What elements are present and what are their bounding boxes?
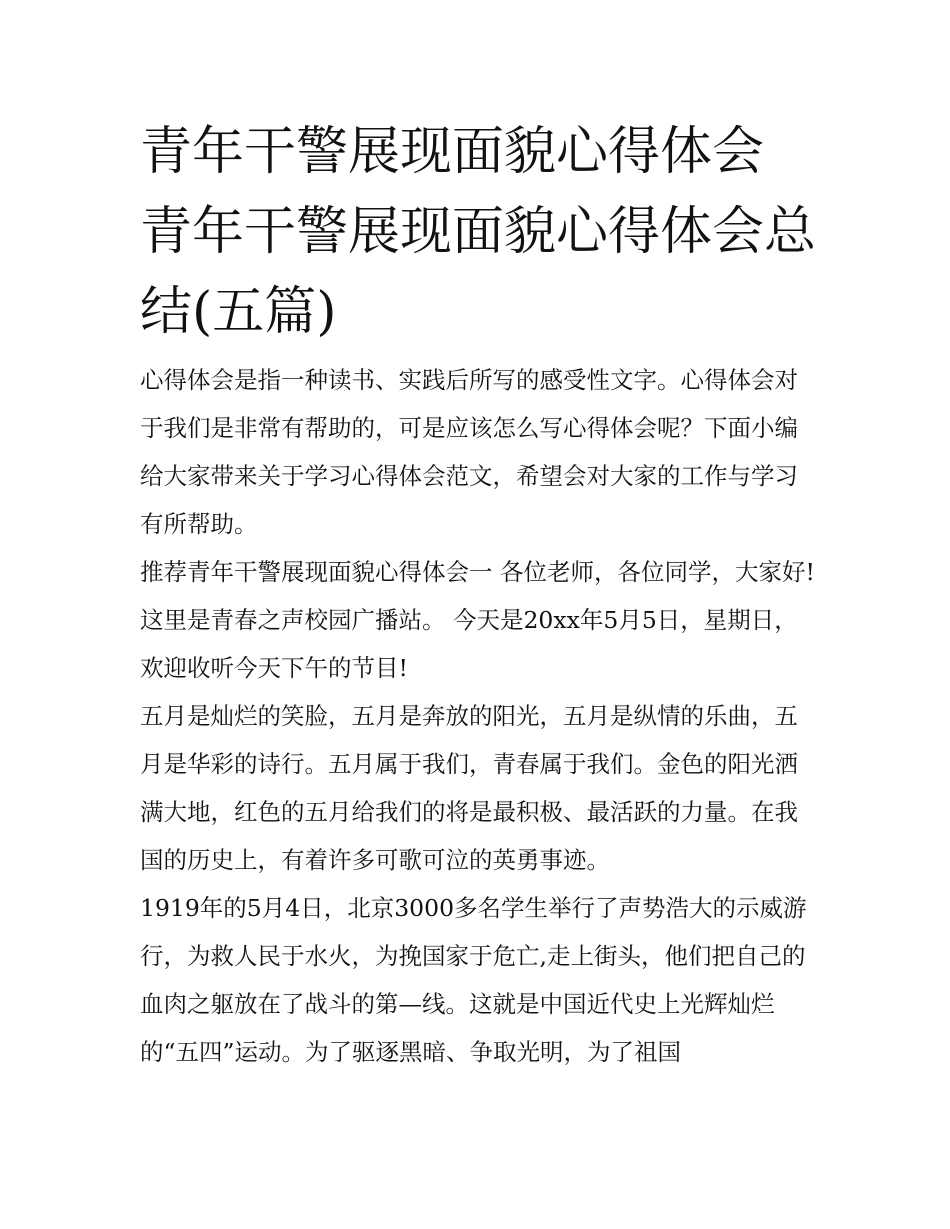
paragraph-intro: 心得体会是指一种读书、实践后所写的感受性文字。心得体会对于我们是非常有帮助的，可是应该怎么写心得体会呢？下面小编给大家带来关于学习心得体会范文，希望会对大家的工作与学习有所帮助。: [140, 366, 798, 538]
paragraph-history: 1919年的5月4日，北京3000多名学生举行了声势浩大的示威游行，为救人民于水火，为挽国家于危亡,走上街头，他们把自己的血肉之躯放在了战斗的第—线。这就是中国近代史上光辉灿烂的“五四”运动。为了驱逐黑暗、争取光明，为了祖国: [140, 894, 807, 1066]
document-body: [140, 356, 820, 1076]
paragraph-may: 五月是灿烂的笑脸，五月是奔放的阳光，五月是纵情的乐曲，五月是华彩的诗行。五月属于我们，青春属于我们。金色的阳光洒满大地，红色的五月给我们的将是最积极、最活跃的力量。在我国的历史上，有着许多可歌可泣的英勇事迹。: [140, 702, 798, 874]
document-title: 青年干警展现面貌心得体会 青年干警展现面貌心得体会总结(五篇): [140, 122, 817, 342]
paragraph-greeting: 推荐青年干警展现面貌心得体会一 各位老师，各位同学，大家好!这里是青春之声校园广播站。 今天是20xx年5月5日，星期日，欢迎收听今天下午的节目!: [140, 558, 815, 682]
